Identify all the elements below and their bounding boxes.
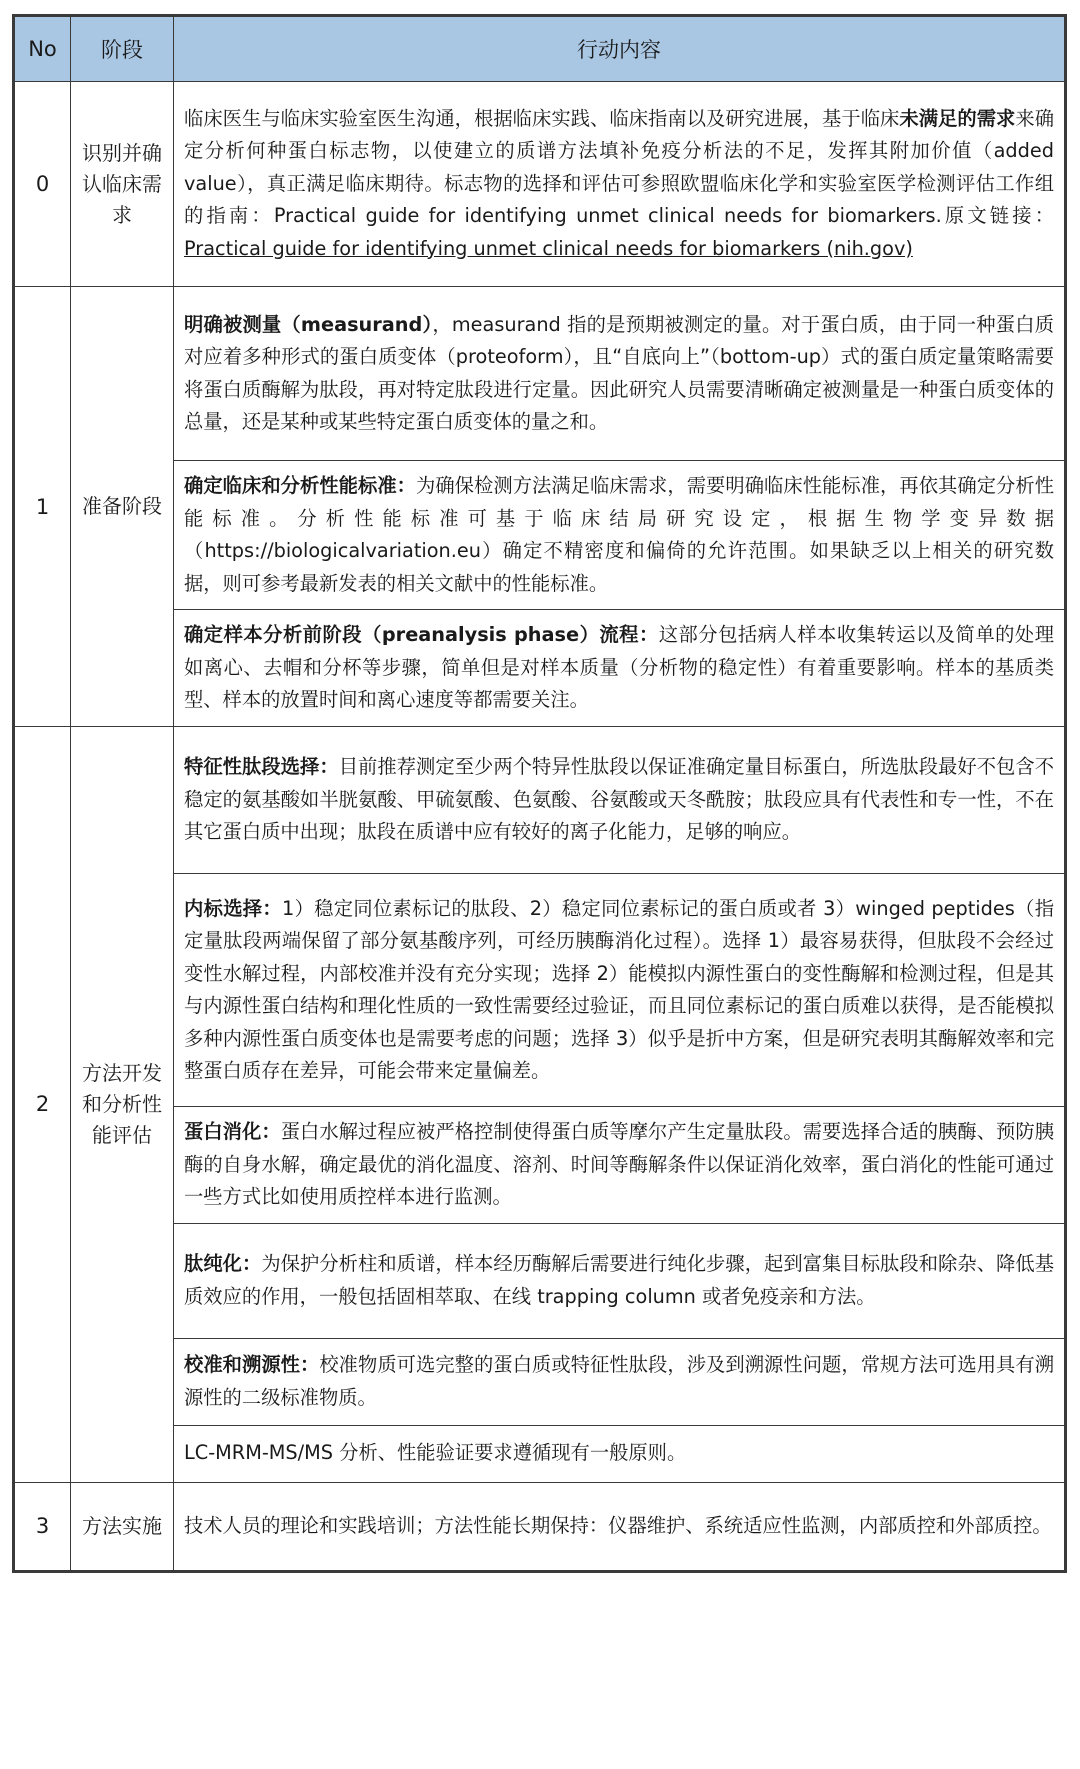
content-text: 目前推荐测定至少两个特异性肽段以保证准确定量目标蛋白，所选肽段最好不包含不稳定的氨基酸如半胱氨酸、甲硫氨酸、色氨酸、谷氨酸或天冬酰胺；肽段应具有代表性和专一性，不在其它蛋白质中出现；肽段在质谱中应有较好的离子化能力，足够的响应。: [184, 755, 1055, 844]
row-content: [174, 461, 1065, 610]
row-content: [174, 1482, 1065, 1570]
row-content: [174, 1425, 1065, 1482]
row-content: [174, 1338, 1065, 1425]
protocol-table: [12, 14, 1067, 1573]
row-no: 2: [15, 727, 71, 1483]
content-text: 临床医生与临床实验室医生沟通，根据临床实践、临床指南以及研究进展，基于临床: [184, 106, 900, 130]
table-row: [15, 82, 1065, 287]
content-bold: 确定样本分析前阶段（preanalysis phase）流程：: [184, 623, 659, 647]
row-stage: 方法开发和分析性能评估: [71, 727, 174, 1483]
content-text: 为确保检测方法满足临床需求，需要明确临床性能标准，再依其确定分析性能标准。分析性能标准可基于临床结局研究设定，根据生物学变异数据（https://biologicalvariation.eu）确定不精密度和偏倚的允许范围。如果缺乏以上相关的研究数据，则可参考最新发表的相关文献中的性能标准。: [184, 474, 1054, 595]
content-text: LC-MRM-MS/MS 分析、性能验证要求遵循现有一般原则。: [184, 1441, 687, 1465]
content-bold: 肽纯化：: [184, 1252, 262, 1275]
header-content: 行动内容: [174, 17, 1065, 82]
header-no: No: [15, 17, 71, 82]
table-row: [15, 1482, 1065, 1570]
row-content: [174, 1223, 1065, 1338]
row-stage: 方法实施: [71, 1482, 174, 1570]
content-text: ，measurand 指的是预期被测定的量。对于蛋白质，由于同一种蛋白质对应着多种形式的蛋白质变体（proteoform），且“自底向上”（bottom-up）式的蛋白质定量策略需要将蛋白质酶解为肽段，再对特定肽段进行定量。因此研究人员需要清晰确定被测量是一种蛋白质变体的总量，还是某种或某些特定蛋白质变体的量之和。: [184, 312, 1054, 433]
content-bold: 特征性肽段选择：: [184, 755, 339, 779]
content-text: 来确定分析何种蛋白标志物，以使建立的质谱方法填补免疫分析法的不足，发挥其附加价值（added value），真正满足临床期待。标志物的选择和评估可参照欧盟临床化学和实验室医学检测评估工作组的指南：Practical guide for identifying unmet clinical needs for biomarkers.原文链接：: [184, 106, 1055, 228]
table-row: [15, 287, 1065, 461]
row-stage: 识别并确认临床需求: [71, 82, 174, 287]
content-bold: 蛋白消化：: [184, 1120, 281, 1143]
row-content: [174, 82, 1065, 287]
content-text: 1）稳定同位素标记的肽段、2）稳定同位素标记的蛋白质或者 3）winged peptides（指定量肽段两端保留了部分氨基酸序列，可经历胰酶消化过程）。选择 1）最容易获得，但肽段不会经过变性水解过程，内部校准并没有充分实现；选择 2）能模拟内源性蛋白的变性酶解和检测过程，但是其与内源性蛋白结构和理化性质的一致性需要经过验证，而且同位素标记的蛋白质难以获得，是否能模拟多种内源性蛋白质变体也是需要考虑的问题；选择 3）似乎是折中方案，但是研究表明其酶解效率和完整蛋白质存在差异，可能会带来定量偏差。: [184, 896, 1054, 1082]
content-text: 为保护分析柱和质谱，样本经历酶解后需要进行纯化步骤，起到富集目标肽段和除杂、降低基质效应的作用，一般包括固相萃取、在线 trapping column 或者免疫亲和方法。: [184, 1252, 1055, 1308]
row-content: [174, 610, 1065, 727]
header-stage: 阶段: [71, 17, 174, 82]
row-content: [174, 287, 1065, 461]
source-link[interactable]: Practical guide for identifying unmet clinical needs for biomarkers (nih.gov): [184, 236, 913, 260]
row-no: 1: [15, 287, 71, 727]
content-text: 蛋白水解过程应被严格控制使得蛋白质等摩尔产生定量肽段。需要选择合适的胰酶、预防胰酶的自身水解，确定最优的消化温度、溶剂、时间等酶解条件以保证消化效率，蛋白消化的性能可通过一些方式比如使用质控样本进行监测。: [184, 1120, 1055, 1208]
content-bold: 未满足的需求: [899, 106, 1016, 130]
table-row: [15, 727, 1065, 874]
table-header-row: [15, 17, 1065, 82]
row-stage: 准备阶段: [71, 287, 174, 727]
row-content: [174, 727, 1065, 874]
row-no: 3: [15, 1482, 71, 1570]
content-text: 这部分包括病人样本收集转运以及简单的处理如离心、去帽和分杯等步骤，简单但是对样本质量（分析物的稳定性）有着重要影响。样本的基质类型、样本的放置时间和离心速度等都需要关注。: [184, 623, 1054, 712]
row-content: [174, 1107, 1065, 1224]
content-bold: 明确被测量（measurand）: [184, 312, 433, 336]
content-bold: 确定临床和分析性能标准：: [184, 474, 417, 497]
content-text: 技术人员的理论和实践培训；方法性能长期保持：仪器维护、系统适应性监测，内部质控和外部质控。: [184, 1513, 1052, 1537]
content-bold: 校准和溯源性：: [184, 1353, 320, 1376]
content-bold: 内标选择：: [184, 896, 282, 920]
row-no: 0: [15, 82, 71, 287]
content-text: 校准物质可选完整的蛋白质或特征性肽段，涉及到溯源性问题，常规方法可选用具有溯源性的二级标准物质。: [184, 1353, 1054, 1409]
row-content: [174, 874, 1065, 1107]
